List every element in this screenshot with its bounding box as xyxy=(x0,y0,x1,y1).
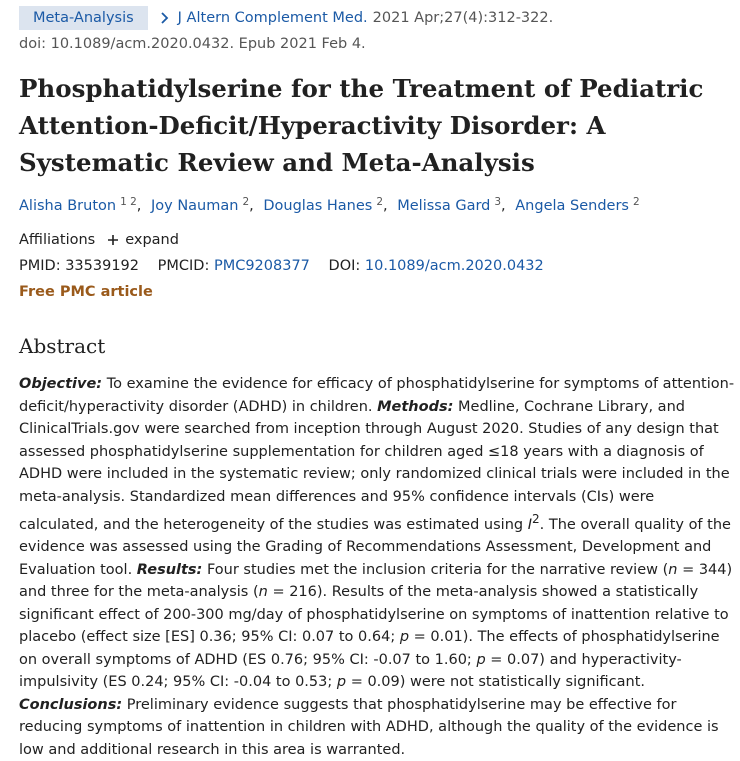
results-text-4: = 0.01). The effects of phosphatidylserine on overall symptoms of ADHD (ES 0.76; 95% CI: -0.07 to 1.60; xyxy=(19,629,720,668)
i-squared-exponent: 2 xyxy=(531,512,540,526)
abstract-text xyxy=(19,373,735,761)
author-separator: , xyxy=(136,198,142,214)
author-link[interactable]: Melissa Gard xyxy=(397,198,491,214)
results-text-1: Four studies met the inclusion criteria for the narrative review ( xyxy=(202,561,669,578)
conclusions-label: Conclusions: xyxy=(19,696,123,713)
author-affiliation-ref[interactable]: 3 xyxy=(494,196,502,208)
author-link[interactable]: Alisha Bruton xyxy=(19,198,117,214)
objective-label: Objective: xyxy=(19,376,103,392)
methods-text-b: . The overall quality of the evidence was assessed using the Grading of Recommendations Assessment, Development and Evaluation tool. xyxy=(19,516,731,578)
identifiers-row xyxy=(19,258,558,274)
n-symbol: n xyxy=(258,584,268,601)
article-title: Phosphatidylserine for the Treatment of Pediatric Attention-Deficit/Hyperactivity Disorder: A Systematic Review and Meta-Analysis xyxy=(19,74,704,177)
expand-label: expand xyxy=(125,232,179,248)
citation-details: 2021 Apr;27(4):312-322. xyxy=(372,10,554,26)
authors-list xyxy=(19,196,640,214)
author-separator: , xyxy=(501,198,506,214)
methods-label: Methods: xyxy=(377,398,454,415)
i-squared-symbol: I xyxy=(527,516,532,533)
author-affiliation-ref[interactable]: 2 xyxy=(632,196,640,208)
chevron-right-icon xyxy=(158,11,172,25)
p-symbol: p xyxy=(476,651,486,668)
results-text-3: = 216). Results of the meta-analysis showed a statistically significant effect of 200-300 mg/day of phosphatidylserine on symptoms of inattention relative to placebo (effect size [ES] 0.36; 95% CI: 0.07 to 0.64; xyxy=(19,584,729,646)
doi-link[interactable]: 10.1089/acm.2020.0432 xyxy=(364,258,544,274)
pmid-value: 33539192 xyxy=(65,258,140,274)
p-symbol: p xyxy=(399,629,410,646)
methods-text-a: Medline, Cochrane Library, and ClinicalTrials.gov were searched from inception through August 2020. Studies of any design that assessed phosphatidylserine supplementation for children aged ≤18 years with a diagnosis of ADHD were included in the systematic review; only randomized clinical trials were included in the meta-analysis. Standardized mean differences and 95% confidence intervals (CIs) were calculated, and the heterogeneity of the studies was estimated using xyxy=(19,398,730,533)
author-link[interactable]: Angela Senders xyxy=(515,198,629,214)
publication-type-badge[interactable]: Meta-Analysis xyxy=(19,6,148,30)
author-separator: , xyxy=(383,198,388,214)
objective-text: To examine the evidence for efficacy of phosphatidylserine for symptoms of attention-deficit/hyperactivity disorder (ADHD) in children. xyxy=(19,376,735,415)
affiliations-label: Affiliations xyxy=(19,232,96,248)
conclusions-text: Preliminary evidence suggests that phosphatidylserine may be effective for reducing symptoms of inattention in children with ADHD, although the quality of the evidence is low and additional research in this area is warranted. xyxy=(19,696,719,758)
affiliations-expand-button[interactable] xyxy=(107,232,179,248)
results-label: Results: xyxy=(136,561,203,578)
results-text-6: = 0.09) were not statistically significant. xyxy=(346,674,646,691)
p-symbol: p xyxy=(336,674,347,691)
affiliations-row xyxy=(19,232,179,248)
pmid-label: PMID: xyxy=(19,258,61,274)
pmcid-label: PMCID: xyxy=(157,258,210,274)
plus-icon xyxy=(107,234,119,246)
journal-link[interactable]: J Altern Complement Med. xyxy=(177,10,368,26)
author-link[interactable]: Douglas Hanes xyxy=(263,198,373,214)
author-affiliation-ref[interactable]: 2 xyxy=(242,196,250,208)
doi-label: DOI: xyxy=(328,258,361,274)
abstract-heading: Abstract xyxy=(19,334,106,358)
author-affiliation-ref[interactable]: 1 2 xyxy=(120,196,137,208)
author-link[interactable]: Joy Nauman xyxy=(150,198,239,214)
citation-line xyxy=(19,6,553,30)
n-symbol: n xyxy=(668,561,678,578)
author-separator: , xyxy=(249,198,254,214)
free-pmc-article-label: Free PMC article xyxy=(19,284,153,300)
author-affiliation-ref[interactable]: 2 xyxy=(376,196,384,208)
results-text-2: = 344) and three for the meta-analysis ( xyxy=(19,561,733,601)
results-text-5: = 0.07) and hyperactivity-impulsivity (ES 0.24; 95% CI: -0.04 to 0.53; xyxy=(19,651,682,691)
doi-epub-line: doi: 10.1089/acm.2020.0432. Epub 2021 Feb 4. xyxy=(19,36,366,52)
pmcid-link[interactable]: PMC9208377 xyxy=(213,258,310,274)
